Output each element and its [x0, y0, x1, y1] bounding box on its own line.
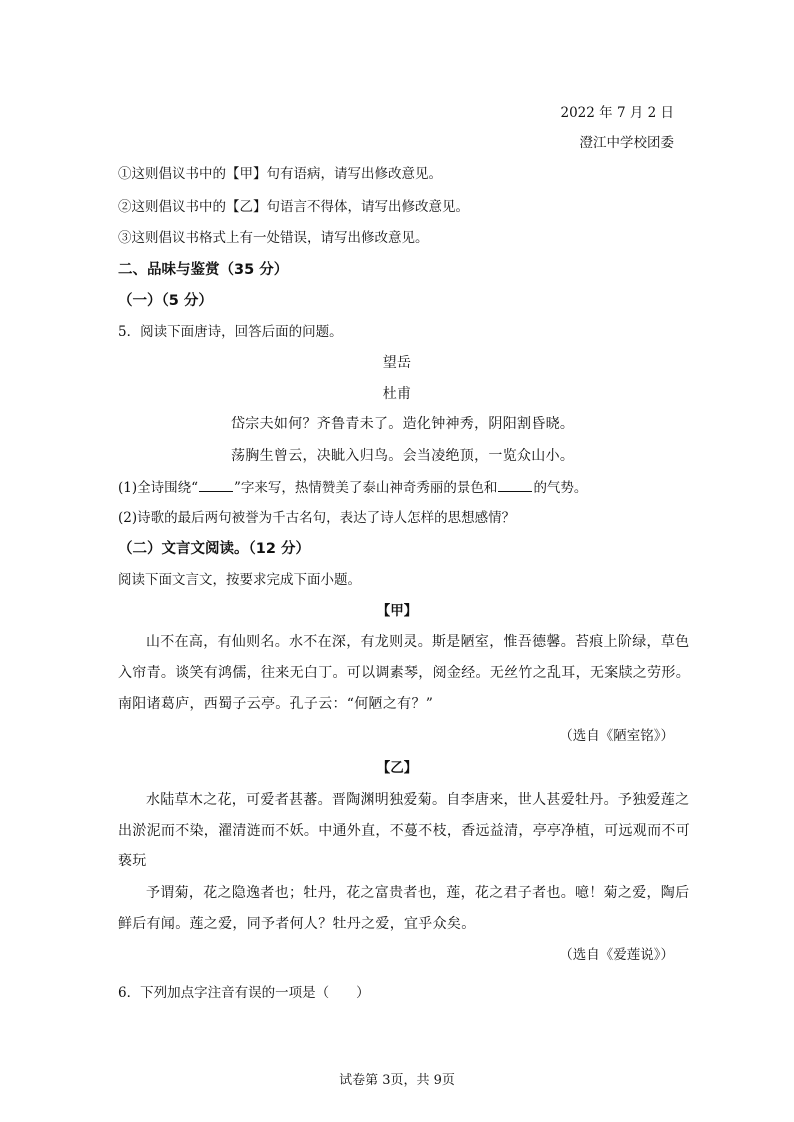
- text-yi-line-2: 出淤泥而不染，濯清涟而不妖。中通外直，不蔓不枝，香远益清，亭亭净植，可远观而不可: [118, 823, 690, 839]
- text-yi-line-3: 亵玩: [118, 853, 147, 869]
- text-jia-source: （选自《陋室铭》）: [559, 728, 674, 744]
- part-2-intro: 阅读下面文言文，按要求完成下面小题。: [118, 572, 361, 588]
- question-5-1-part-b: ”字来写，热情赞美了泰山神奇秀丽的景色和: [234, 480, 498, 496]
- page-footer: 试卷第 3页，共 9页: [339, 1073, 455, 1088]
- question-6: 6．下列加点字注音有误的一项是（ ）: [118, 985, 370, 1001]
- text-jia-line-2: 入帘青。谈笑有鸿儒，往来无白丁。可以调素琴，阅金经。无丝竹之乱耳，无案牍之劳形。: [118, 665, 690, 681]
- text-yi-label: 【乙】: [376, 760, 418, 776]
- text-jia-line-3: 南阳诸葛庐，西蜀子云亭。孔子云：“何陋之有？”: [118, 696, 434, 712]
- question-5-1: [118, 479, 587, 497]
- poem-line-2: 荡胸生曾云，决眦入归鸟。会当凌绝顶，一览众山小。: [231, 448, 575, 464]
- poem-title: 望岳: [382, 355, 412, 371]
- section-2-heading: 二、品味与鉴赏（35 分）: [118, 262, 289, 278]
- part-2-heading: （二）文言文阅读。（12 分）: [118, 541, 310, 557]
- text-yi-line-1: 水陆草木之花，可爱者甚蕃。晋陶渊明独爱菊。自李唐来，世人甚爱牡丹。予独爱莲之: [146, 792, 690, 808]
- poem-author: 杜甫: [382, 386, 412, 402]
- question-4-2: ②这则倡议书中的【乙】句语言不得体，请写出修改意见。: [118, 199, 469, 215]
- answer-blank-2[interactable]: [498, 479, 532, 492]
- text-yi-source: （选自《爱莲说》）: [559, 947, 674, 963]
- question-4-1: ①这则倡议书中的【甲】句有语病，请写出修改意见。: [118, 166, 442, 182]
- answer-blank-1[interactable]: [199, 479, 233, 492]
- text-jia-label: 【甲】: [376, 603, 418, 619]
- part-1-heading: （一）（5 分）: [118, 293, 213, 309]
- issuer-line: 澄江中学校团委: [579, 135, 674, 151]
- question-5-1-part-c: 的气势。: [533, 480, 588, 496]
- question-5-1-part-a: (1)全诗围绕“: [118, 480, 199, 496]
- date-line: 2022 年 7 月 2 日: [560, 105, 674, 121]
- poem-line-1: 岱宗夫如何？齐鲁青未了。造化钟神秀，阴阳割昏晓。: [231, 416, 575, 432]
- text-yi-line-4: 予谓菊，花之隐逸者也；牡丹，花之富贵者也，莲，花之君子者也。噫！菊之爱，陶后: [146, 885, 690, 901]
- text-jia-line-1: 山不在高，有仙则名。水不在深，有龙则灵。斯是陋室，惟吾德馨。苔痕上阶绿，草色: [146, 634, 690, 650]
- text-yi-line-5: 鲜后有闻。莲之爱，同予者何人？牡丹之爱，宜乎众矣。: [118, 916, 476, 932]
- question-4-3: ③这则倡议书格式上有一处错误，请写出修改意见。: [118, 230, 429, 246]
- question-5-intro: 5．阅读下面唐诗，回答后面的问题。: [118, 324, 343, 340]
- question-5-2: (2)诗歌的最后两句被誉为千古名句，表达了诗人怎样的思想感情？: [118, 510, 516, 526]
